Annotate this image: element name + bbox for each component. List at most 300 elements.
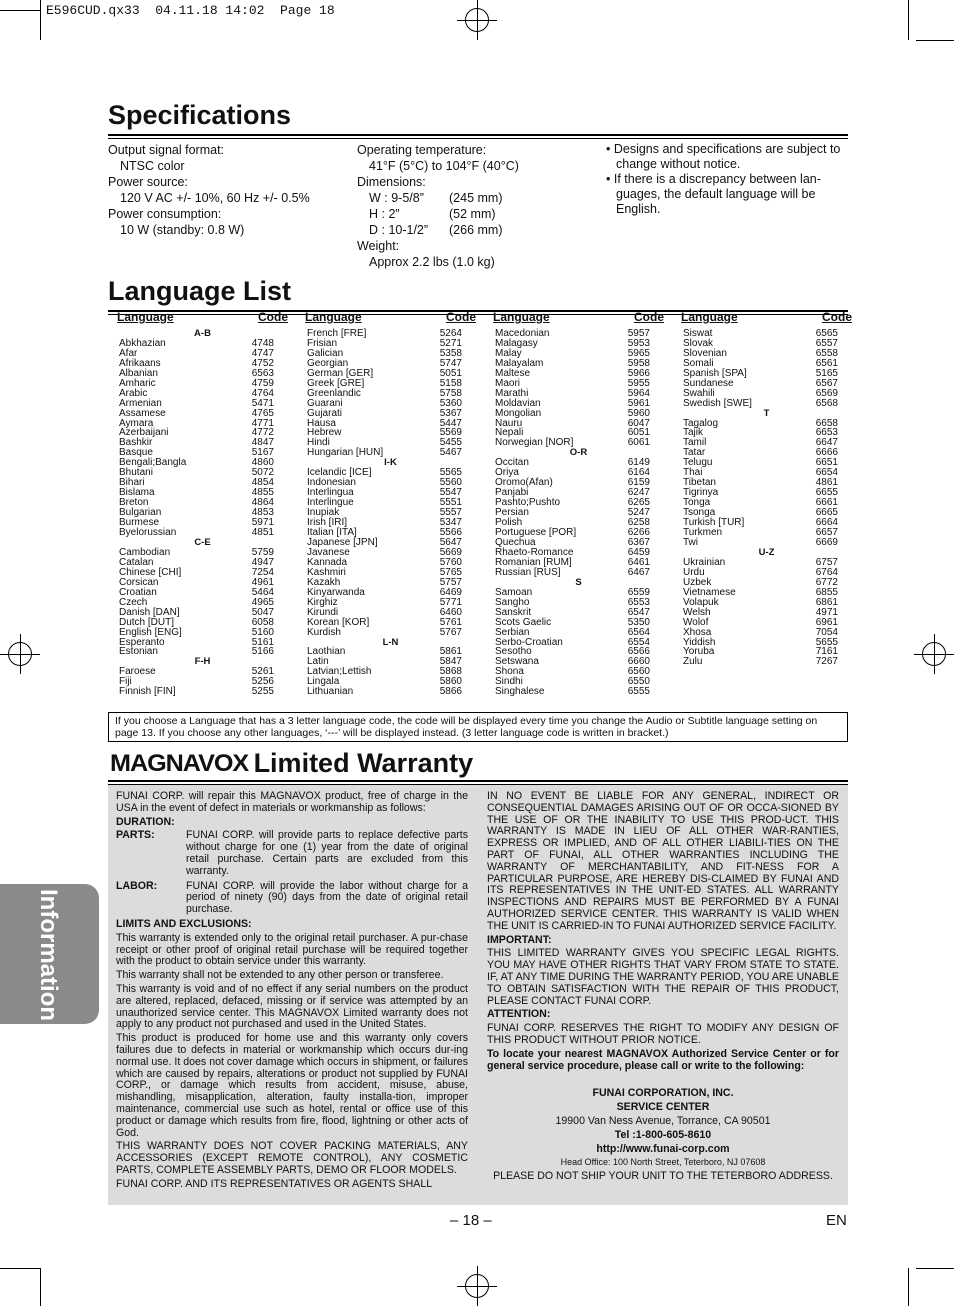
- language-section-heading: O-R: [569, 447, 588, 459]
- language-section-heading: C-E: [194, 536, 211, 548]
- language-name: Indonesian: [307, 477, 356, 489]
- language-name: Turkmen: [683, 527, 723, 539]
- limits-paragraph: This product is produced for home use and this warranty only covers failures due to defects in material or workmanship which occurs dur-ing normal use. It does not cover damage which occurs in shipment, or failures which are caused by repairs, alterations or product not supplied by FUNAI CORP., or damage which results from accident, misuse, abuse, mishandling, misapplication, alteration, faulty installa-tion, improper maintenance, commercial use such as hotel, rental or office use of this product or damage which results from fire, flood, lightning or other acts of God.: [116, 1032, 468, 1139]
- language-code: 6560: [627, 666, 650, 678]
- language-code: 5757: [439, 576, 462, 588]
- liability-paragraph: IN NO EVENT BE LIABLE FOR ANY GENERAL, INDIRECT OR CONSEQUENTIAL DAMAGES ARISING OUT OF OR OCCA-SIONED BY THE USE OF OR THE INABILITY TO USE THIS PROD-UCT. THIS WARRANTY IS MADE IN LIEU OF ALL OTHER WAR-RANTIES, EXPRESS OR IMPLIED, AND OF ALL OTHER LIABILI-TIES ON THE PART OF FUNAI, ALL OTHER WARRANTIES INCLUDING THE WARRANTY OF MERCHANTABILITY, AND FIT-NESS FOR A PARTICULAR PURPOSE, ARE HEREBY DIS-CLAIMED BY FUNAI AND ITS REPRESENTATIVES IN THE UNIT-ED STATES. ALL WARRANTY INSPECTIONS AND REPAIRS MUST BE PERFORMED BY A FUNAI AUTHORIZED SERVICE CENTER. THIS WARRANTY IS VALID WHEN THE UNIT IS CARRIED-IN TO FUNAI AUTHORIZED SERVICE FACILITY.: [487, 790, 839, 932]
- registration-mark-icon: [457, 0, 497, 40]
- language-code: 6554: [627, 636, 650, 648]
- language-name: Spanish [SPA]: [683, 367, 747, 379]
- language-code: 5847: [439, 656, 462, 668]
- language-column-header: [305, 310, 476, 324]
- language-column: [681, 310, 852, 668]
- language-name: Norwegian [NOR]: [495, 437, 574, 449]
- language-code-note: If you choose a Language that has a 3 letter language code, the code will be displayed every time you change the Audio or Subtitle language setting on page 13. If you choose any other languages, ‘---’ will be displayed instead. (3 letter language code is written in bracket.): [108, 712, 848, 742]
- language-name: Turkish [TUR]: [683, 517, 745, 529]
- language-name: Danish [DAN]: [119, 606, 180, 618]
- language-name: Tamil: [683, 437, 707, 449]
- language-row: [305, 687, 476, 697]
- language-name: Dutch [DUT]: [119, 616, 175, 628]
- language-code: 6564: [627, 626, 650, 638]
- language-code: 6654: [815, 467, 838, 479]
- spec-note: • If there is a discrepancy between lan-guages, the default language will be English.: [606, 172, 821, 216]
- language-code: 6961: [815, 616, 838, 628]
- spec-label: Dimensions:: [357, 175, 426, 189]
- language-name: English [ENG]: [119, 626, 182, 638]
- language-name: Yiddish: [683, 636, 716, 648]
- language-code: 6559: [627, 586, 650, 598]
- language-list-title: Language List: [108, 276, 292, 306]
- language-name: Afrikaans: [119, 357, 161, 369]
- language-code: 6247: [627, 487, 650, 499]
- language-code: 6553: [627, 596, 650, 608]
- language-code: 6555: [627, 686, 650, 698]
- language-name: Ukrainian: [683, 556, 726, 568]
- language-row: [117, 687, 288, 697]
- spec-label: Power source:: [108, 175, 188, 189]
- spec-value: NTSC color: [120, 159, 185, 173]
- language-code: 4854: [251, 477, 274, 489]
- language-code: 5271: [439, 337, 462, 349]
- language-name: Somali: [683, 357, 714, 369]
- language-code: 5161: [251, 636, 274, 648]
- language-name: Galician: [307, 347, 344, 359]
- language-code: 6265: [627, 497, 650, 509]
- crop-mark: [40, 0, 41, 40]
- language-name: Oromo(Afan): [495, 477, 553, 489]
- language-name: Greek [GRE]: [307, 377, 365, 389]
- language-code: 6159: [627, 477, 650, 489]
- language-code: 6565: [815, 327, 838, 339]
- spec-note: • Designs and specifications are subject to change without notice.: [606, 142, 841, 171]
- language-code: 5158: [439, 377, 462, 389]
- language-code: 5467: [439, 447, 462, 459]
- language-code: 5655: [815, 636, 838, 648]
- language-code: 5165: [815, 367, 838, 379]
- language-code: 6653: [815, 427, 838, 439]
- attention-label: ATTENTION:: [487, 1008, 551, 1021]
- language-name: Croatian: [119, 586, 157, 598]
- language-section-heading: U-Z: [758, 546, 775, 558]
- language-name: Quechua: [495, 536, 536, 548]
- language-code: 6658: [815, 417, 838, 429]
- language-code: 6567: [815, 377, 838, 389]
- language-code: 6661: [815, 497, 838, 509]
- limits-paragraph: This warranty is extended only to the original retail purchaser. A pur-chase receipt or other proof of original retail purchase will be required together with the product to obtain service under this warranty.: [116, 931, 468, 968]
- language-code: 5960: [627, 407, 650, 419]
- language-code: 4752: [251, 357, 274, 369]
- language-code: 6051: [627, 427, 650, 439]
- language-code: 5447: [439, 417, 462, 429]
- language-name: Polish: [495, 517, 523, 529]
- language-code: 6566: [627, 646, 650, 658]
- language-code: 5557: [439, 507, 462, 519]
- language-code: 4759: [251, 377, 274, 389]
- language-name: French [FRE]: [307, 327, 367, 339]
- language-code: 4765: [251, 407, 274, 419]
- warranty-left-column: [116, 791, 468, 1193]
- spec-column-1: [108, 142, 310, 238]
- language-code: 4947: [251, 556, 274, 568]
- language-code: 6757: [815, 556, 838, 568]
- language-name: Tonga: [683, 497, 711, 509]
- language-name: Estonian: [119, 646, 158, 658]
- language-name: Tigrinya: [683, 487, 719, 499]
- language-name: Armenian: [119, 397, 162, 409]
- language-name: Hebrew: [307, 427, 342, 439]
- language-code: 5464: [251, 586, 274, 598]
- language-name: Tibetan: [683, 477, 716, 489]
- language-name: Macedonian: [495, 327, 550, 339]
- language-name: Serbian: [495, 626, 530, 638]
- language-code: 6666: [815, 447, 838, 459]
- language-name: Malayalam: [495, 357, 544, 369]
- dimension-row: [357, 190, 519, 206]
- language-row: [681, 628, 852, 638]
- parts-label: PARTS:: [116, 829, 155, 842]
- language-code: 5264: [439, 327, 462, 339]
- language-code: 6058: [251, 616, 274, 628]
- language-name: Singhalese: [495, 686, 545, 698]
- language-name: Kannada: [307, 556, 348, 568]
- language-name: Bashkir: [119, 437, 153, 449]
- language-code: 6461: [627, 556, 650, 568]
- language-code: 7267: [815, 656, 838, 668]
- spec-notes: [606, 142, 846, 217]
- language-name: Mongolian: [495, 407, 542, 419]
- language-code: 6660: [627, 656, 650, 668]
- language-code: 5367: [439, 407, 462, 419]
- language-name: Breton: [119, 497, 149, 509]
- language-code: 6557: [815, 337, 838, 349]
- spec-label: Output signal format:: [108, 143, 225, 157]
- language-section-heading: S: [575, 576, 582, 588]
- language-row: [493, 687, 664, 697]
- language-name: Marathi: [495, 387, 529, 399]
- language-code: 5761: [439, 616, 462, 628]
- language-name: Hindi: [307, 437, 330, 449]
- language-code: 5471: [251, 397, 274, 409]
- language-code: 5261: [251, 666, 274, 678]
- language-name: Czech: [119, 596, 148, 608]
- language-name: Laothian: [307, 646, 346, 658]
- language-code: 5765: [439, 566, 462, 578]
- language-name: Kazakh: [307, 576, 341, 588]
- language-name: Sanskrit: [495, 606, 532, 618]
- language-name: Arabic: [119, 387, 148, 399]
- language-name: Bulgarian: [119, 507, 162, 519]
- spec-label: Operating temperature:: [357, 143, 487, 157]
- service-center-label: SERVICE CENTER: [616, 1101, 710, 1114]
- language-name: Italian [ITA]: [307, 527, 357, 539]
- language-name: Nauru: [495, 417, 523, 429]
- language-name: Lingala: [307, 676, 340, 688]
- language-name: Telugu: [683, 457, 713, 469]
- language-code: 6855: [815, 586, 838, 598]
- language-code: 6561: [815, 357, 838, 369]
- language-header: Language: [117, 310, 174, 324]
- language-header: Language: [305, 310, 362, 324]
- language-name: Bihari: [119, 477, 145, 489]
- language-name: Volapuk: [683, 596, 719, 608]
- language-code: 6558: [815, 347, 838, 359]
- language-code: 7161: [815, 646, 838, 658]
- language-code: 6664: [815, 517, 838, 529]
- crop-mark: [0, 10, 40, 11]
- language-name: Javanese: [307, 546, 350, 558]
- language-name: Azerbaijani: [119, 427, 169, 439]
- specifications-title: Specifications: [108, 100, 292, 130]
- language-name: Tsonga: [683, 507, 716, 519]
- language-code: 4764: [251, 387, 274, 399]
- dim-value: (245 mm): [449, 191, 503, 205]
- language-name: Urdu: [683, 566, 705, 578]
- language-name: Afar: [119, 347, 138, 359]
- language-code: 5647: [439, 536, 462, 548]
- language-code: 7054: [815, 626, 838, 638]
- language-name: Faroese: [119, 666, 156, 678]
- language-name: Xhosa: [683, 626, 712, 638]
- parts-text: FUNAI CORP. will provide parts to replace defective parts without charge for one (1) year from the date of original retail purchase. Certain parts are excluded from this warranty.: [186, 829, 468, 877]
- labor-label: LABOR:: [116, 879, 158, 892]
- language-section-heading: L-N: [382, 636, 399, 648]
- language-header: Language: [493, 310, 550, 324]
- language-name: Inupiak: [307, 507, 340, 519]
- important-text: THIS LIMITED WARRANTY GIVES YOU SPECIFIC LEGAL RIGHTS. YOU MAY HAVE OTHER RIGHTS THAT VARY FROM STATE TO STATE. IF, AT ANY TIME DURING THE WARRANTY PERIOD, YOU ARE UNABLE TO OBTAIN SATISFACTION WITH THE REPAIR OF THIS PRODUCT, PLEASE CONTACT FUNAI CORP.: [487, 947, 839, 1007]
- spec-column-2: [357, 142, 519, 270]
- language-name: Finnish [FIN]: [119, 686, 176, 698]
- language-name: Hausa: [307, 417, 336, 429]
- language-code: 5965: [627, 347, 650, 359]
- language-name: Interlingue: [307, 497, 354, 509]
- language-name: Kirundi: [307, 606, 339, 618]
- parts-clause: [116, 830, 468, 877]
- code-header: Code: [446, 310, 476, 324]
- language-code: 5760: [439, 556, 462, 568]
- language-code: 5767: [439, 626, 462, 638]
- language-code: 5866: [439, 686, 462, 698]
- language-name: Byelorussian: [119, 527, 177, 539]
- crop-mark: [40, 1268, 41, 1306]
- language-name: Twi: [683, 536, 698, 548]
- service-address: 19900 Van Ness Avenue, Torrance, CA 90501: [555, 1114, 771, 1127]
- language-code: 5971: [251, 517, 274, 529]
- language-code: 6665: [815, 507, 838, 519]
- language-name: Sesotho: [495, 646, 532, 658]
- language-column-header: [117, 310, 288, 324]
- language-name: Panjabi: [495, 487, 529, 499]
- crop-mark: [0, 1268, 40, 1269]
- language-code: 5455: [439, 437, 462, 449]
- language-column: [305, 310, 476, 698]
- language-name: Georgian: [307, 357, 349, 369]
- code-header: Code: [822, 310, 852, 324]
- language-code: 5167: [251, 447, 274, 459]
- language-code: 4961: [251, 576, 274, 588]
- language-code: 6258: [627, 517, 650, 529]
- language-code: 5358: [439, 347, 462, 359]
- spec-value: 10 W (standby: 0.8 W): [120, 223, 245, 237]
- language-code: 6669: [815, 536, 838, 548]
- language-name: Bhutani: [119, 467, 153, 479]
- section-rule: [108, 780, 848, 782]
- language-code: 5247: [627, 507, 650, 519]
- dim-label: W : 9-5/8”: [369, 191, 424, 205]
- language-code: 5771: [439, 596, 462, 608]
- language-name: Wolof: [683, 616, 709, 628]
- language-name: Serbo-Croatian: [495, 636, 563, 648]
- language-code: 6550: [627, 676, 650, 688]
- language-code: 7254: [251, 566, 274, 578]
- language-code: 4965: [251, 596, 274, 608]
- service-url: http://www.funai-corp.com: [596, 1142, 730, 1155]
- language-name: Sangho: [495, 596, 530, 608]
- language-column-header: [681, 310, 852, 324]
- language-name: Maltese: [495, 367, 531, 379]
- language-row: [681, 657, 852, 667]
- language-name: Basque: [119, 447, 153, 459]
- language-name: Malagasy: [495, 337, 538, 349]
- language-code: 5547: [439, 487, 462, 499]
- language-row: [305, 628, 476, 638]
- language-code: 6460: [439, 606, 462, 618]
- language-code: 6266: [627, 527, 650, 539]
- labor-text: FUNAI CORP. will provide the labor without charge for a period of ninety (90) days from the date of original retail purchase.: [186, 879, 468, 916]
- dimension-row: [357, 222, 519, 238]
- language-column: [493, 310, 664, 698]
- language-name: Aymara: [119, 417, 154, 429]
- language-code: 5560: [439, 477, 462, 489]
- language-name: Esperanto: [119, 636, 165, 648]
- language-column: [117, 310, 288, 698]
- language-name: Siswat: [683, 327, 713, 339]
- language-code: 4771: [251, 417, 274, 429]
- language-name: Kurdish: [307, 626, 341, 638]
- language-name: Burmese: [119, 517, 160, 529]
- language-name: Fiji: [119, 676, 132, 688]
- page-number: – 18 –: [450, 1212, 492, 1229]
- language-name: Tatar: [683, 447, 706, 459]
- language-name: Swedish [SWE]: [683, 397, 752, 409]
- limits-paragraph: THIS WARRANTY DOES NOT COVER PACKING MATERIALS, ANY ACCESSORIES (EXCEPT REMOTE CONTROL), ANY COSMETIC PARTS, COMPLETE ASSEMBLY PARTS, DEMO OR FLOOR MODELS.: [116, 1140, 468, 1176]
- magnavox-logo: MAGNAVOX: [110, 749, 249, 777]
- section-rule: [108, 138, 848, 139]
- language-code: 6469: [439, 586, 462, 598]
- warranty-right-column: [487, 791, 839, 1185]
- language-name: Gujarati: [307, 407, 343, 419]
- language-name: Hungarian [HUN]: [307, 447, 384, 459]
- language-name: Portuguese [POR]: [495, 527, 577, 539]
- language-name: German [GER]: [307, 367, 374, 379]
- language-name: Bislama: [119, 487, 155, 499]
- language-name: Kashmiri: [307, 566, 346, 578]
- language-name: Frisian: [307, 337, 338, 349]
- service-phone: Tel :1-800-605-8610: [614, 1128, 712, 1141]
- language-code: 5566: [439, 527, 462, 539]
- language-section-heading: T: [763, 407, 770, 419]
- language-code: 5758: [439, 387, 462, 399]
- language-code: 6568: [815, 397, 838, 409]
- warranty-title: Limited Warranty: [253, 748, 474, 778]
- language-name: Shona: [495, 666, 524, 678]
- language-name: Corsican: [119, 576, 159, 588]
- language-code: 5955: [627, 377, 650, 389]
- language-code: 4971: [815, 606, 838, 618]
- language-header: Language: [681, 310, 738, 324]
- section-rule: [108, 134, 848, 136]
- crop-mark: [916, 40, 954, 41]
- language-name: Latin: [307, 656, 329, 668]
- language-code: 5669: [439, 546, 462, 558]
- language-code: 5565: [439, 467, 462, 479]
- language-name: Kirghiz: [307, 596, 338, 608]
- language-name: Swahili: [683, 387, 715, 399]
- language-name: Nepali: [495, 427, 524, 439]
- language-name: Bengali;Bangla: [119, 457, 187, 469]
- language-code: 6367: [627, 536, 650, 548]
- language-name: Guarani: [307, 397, 343, 409]
- language-name: Slovenian: [683, 347, 727, 359]
- language-code: 6047: [627, 417, 650, 429]
- language-code: 5860: [439, 676, 462, 688]
- language-name: Samoan: [495, 586, 533, 598]
- language-name: Scots Gaelic: [495, 616, 552, 628]
- language-name: Malay: [495, 347, 522, 359]
- language-name: Abkhazian: [119, 337, 166, 349]
- language-code: 5953: [627, 337, 650, 349]
- language-code: 4748: [251, 337, 274, 349]
- language-code: 5256: [251, 676, 274, 688]
- language-name: Kinyarwanda: [307, 586, 365, 598]
- language-name: Sindhi: [495, 676, 523, 688]
- language-section-heading: I-K: [384, 457, 397, 469]
- language-name: Catalan: [119, 556, 154, 568]
- language-code: 5861: [439, 646, 462, 658]
- language-name: Thai: [683, 467, 703, 479]
- language-name: Irish [IRI]: [307, 517, 348, 529]
- language-name: Occitan: [495, 457, 529, 469]
- language-code: 5569: [439, 427, 462, 439]
- language-code: 4847: [251, 437, 274, 449]
- language-code: 6164: [627, 467, 650, 479]
- language-name: Sundanese: [683, 377, 734, 389]
- language-code: 5051: [439, 367, 462, 379]
- language-code: 6764: [815, 566, 838, 578]
- dimension-row: [357, 206, 519, 222]
- warranty-heading: [110, 748, 473, 779]
- language-code: 6861: [815, 596, 838, 608]
- language-code: 6772: [815, 576, 838, 588]
- language-code: 4747: [251, 347, 274, 359]
- language-code: 6569: [815, 387, 838, 399]
- language-code: 5961: [627, 397, 650, 409]
- language-name: Japanese [JPN]: [307, 536, 378, 548]
- limits-paragraph: This warranty shall not be extended to any other person or transferee.: [116, 969, 444, 982]
- spec-label: Weight:: [357, 239, 400, 253]
- language-section-heading: A-B: [194, 327, 211, 339]
- language-name: Romanian [RUM]: [495, 556, 572, 568]
- language-name: Greenlandic: [307, 387, 361, 399]
- language-name: Russian [RUS]: [495, 566, 561, 578]
- head-office-address: Head Office: 100 North Street, Teterboro, NJ 07608: [560, 1157, 766, 1168]
- language-code: 4864: [251, 497, 274, 509]
- language-code: 5360: [439, 397, 462, 409]
- crop-mark: [908, 0, 909, 40]
- language-code: 6563: [251, 367, 274, 379]
- language-row: [117, 628, 288, 638]
- labor-clause: [116, 881, 468, 916]
- language-name: Icelandic [ICE]: [307, 467, 372, 479]
